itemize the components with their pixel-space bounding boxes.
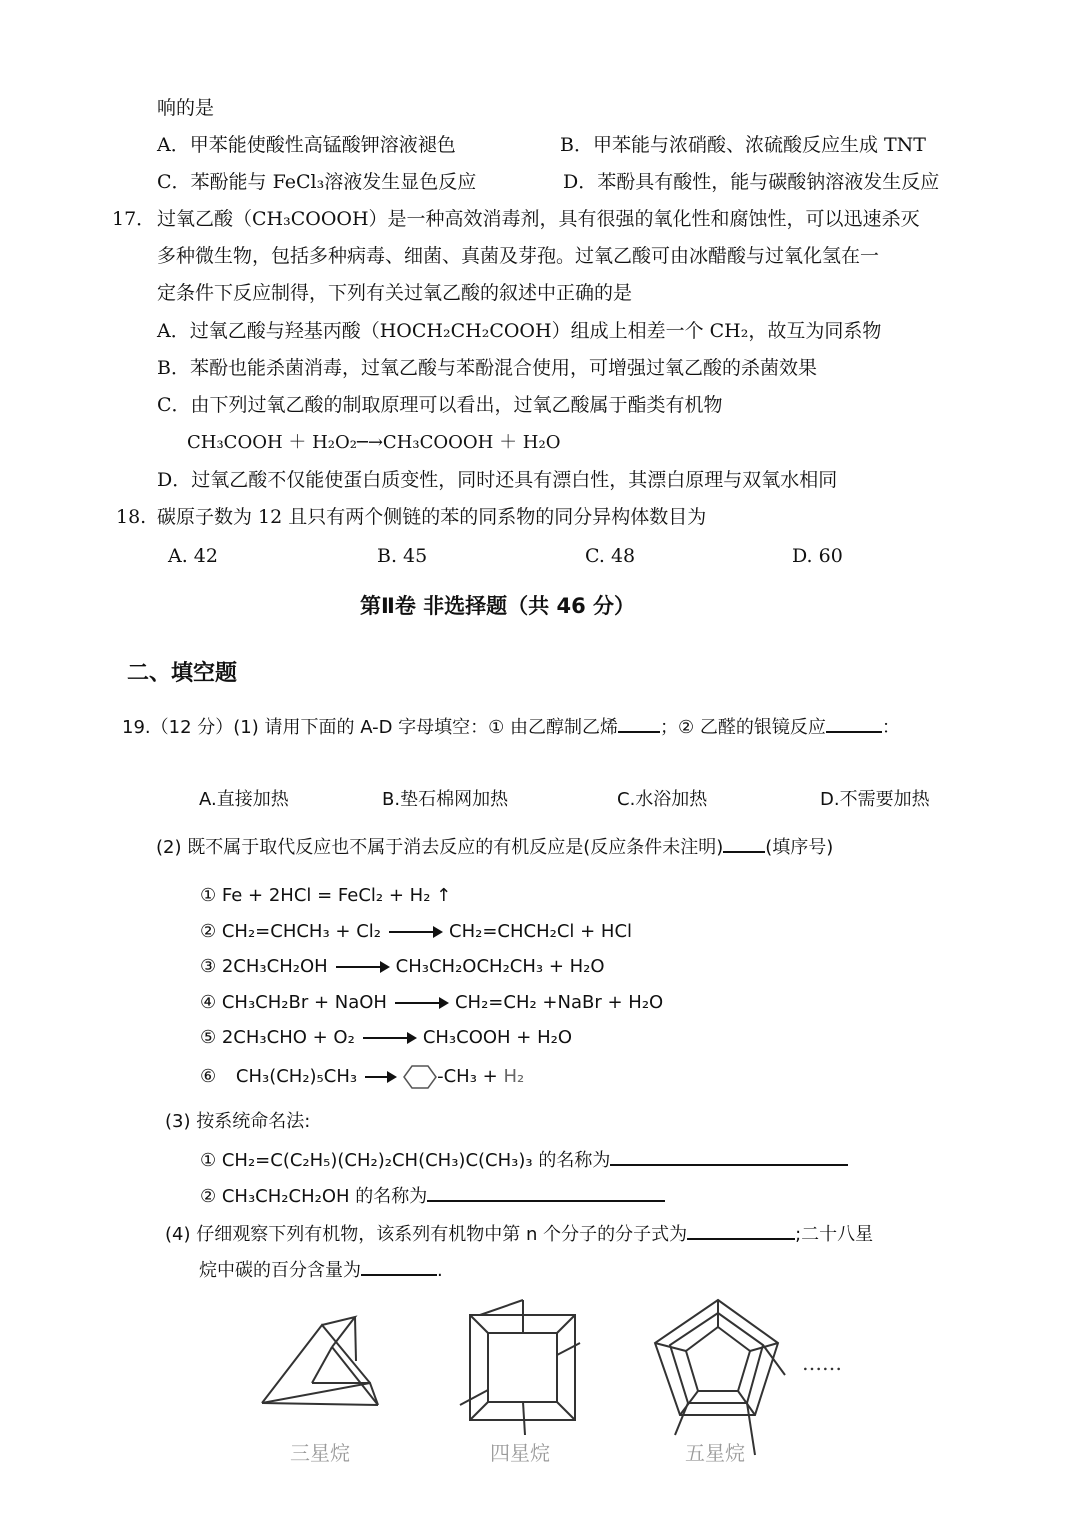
q17-line-1: 过氧乙酸（CH₃COOOH）是一种高效消毒剂，具有很强的氧化性和腐蚀性，可以迅速杀灭 xyxy=(157,208,920,230)
reaction-4 xyxy=(200,991,663,1015)
reaction-2-reactants: ② CH₂=CHCH₃ + Cl₂ xyxy=(200,921,381,942)
q18-option-a: A. 42 xyxy=(168,545,218,567)
reaction-5 xyxy=(200,1026,572,1050)
reaction-3 xyxy=(200,955,605,979)
q19-part4-line-1 xyxy=(165,1220,873,1247)
q19-part4-text-end: ;二十八星 xyxy=(795,1224,874,1245)
heat-option-c: C.水浴加热 xyxy=(617,789,708,810)
figure-label-1: 三星烷 xyxy=(290,1441,350,1465)
naming-2 xyxy=(200,1182,665,1209)
q18-option-b: B. 45 xyxy=(377,545,428,567)
reaction-6 xyxy=(200,1064,524,1090)
heat-option-a: A.直接加热 xyxy=(199,789,289,810)
q18-option-d: D. 60 xyxy=(792,545,843,567)
naming-2-text: ② CH₃CH₂CH₂OH 的名称为 xyxy=(200,1186,428,1207)
q17-line-2: 多种微生物，包括多种病毒、细菌、真菌及芽孢。过氧乙酸可由冰醋酸与过氧化氢在一 xyxy=(157,245,880,267)
arrow-icon xyxy=(389,931,441,933)
answer-blank-1[interactable] xyxy=(618,713,660,733)
penta-star-alkane-figure xyxy=(655,1300,785,1455)
section-fill-in-title: 二、填空题 xyxy=(127,661,238,686)
q17-equation: CH₃COOH ＋ H₂O₂─→CH₃COOOH ＋ H₂O xyxy=(187,432,561,453)
answer-blank-7[interactable] xyxy=(361,1256,437,1276)
cyclohexane-ring-icon xyxy=(403,1064,437,1090)
q16-tail: 响的是 xyxy=(157,97,215,119)
reaction-3-products: CH₃CH₂OCH₂CH₃ + H₂O xyxy=(395,956,605,977)
arrow-icon xyxy=(336,966,388,968)
q18-option-c: C. 48 xyxy=(585,545,636,567)
q19-part1-end: ： xyxy=(881,717,900,738)
q19-part4-line-2 xyxy=(199,1256,443,1283)
reaction-6-reactant: CH₃(CH₂)₅CH₃ xyxy=(235,1066,358,1087)
trishomocubane-figure xyxy=(262,1317,378,1405)
answer-blank-3[interactable] xyxy=(723,833,765,853)
q16-option-a: A．甲苯能使酸性高锰酸钾溶液褪色 xyxy=(157,134,456,156)
answer-blank-6[interactable] xyxy=(687,1220,795,1240)
q19-part4-text-2: 烷中碳的百分含量为 xyxy=(199,1260,361,1281)
q17-line-3: 定条件下反应制得，下列有关过氧乙酸的叙述中正确的是 xyxy=(157,282,633,304)
q19-part3-title: (3) 按系统命名法: xyxy=(165,1111,311,1132)
heat-option-b: B.垫石棉网加热 xyxy=(382,789,509,810)
arrow-icon xyxy=(395,1002,447,1004)
reaction-4-products: CH₂=CH₂ +NaBr + H₂O xyxy=(454,992,664,1013)
q19-part4-period: . xyxy=(437,1260,443,1281)
q18-number: 18. xyxy=(116,506,147,528)
arrow-icon xyxy=(363,1037,415,1039)
q19-part2-text: (2) 既不属于取代反应也不属于消去反应的有机反应是(反应条件未注明) xyxy=(156,837,724,858)
reaction-6-number: ⑥ xyxy=(200,1066,217,1087)
reaction-1: ① Fe + 2HCl = FeCl₂ + H₂ ↑ xyxy=(200,885,452,906)
answer-blank-4[interactable] xyxy=(610,1146,848,1166)
answer-blank-5[interactable] xyxy=(427,1182,665,1202)
part2-title: 第Ⅱ卷 非选择题（共 46 分） xyxy=(360,594,635,618)
q19-part1-text: 19.（12 分）(1) 请用下面的 A-D 字母填空：① 由乙醇制乙烯 xyxy=(122,717,619,738)
q19-part1-line xyxy=(122,713,900,740)
heat-option-d: D.不需要加热 xyxy=(820,789,930,810)
figure-label-3: 五星烷 xyxy=(685,1441,745,1465)
q17-option-b: B．苯酚也能杀菌消毒，过氧乙酸与苯酚混合使用，可增强过氧乙酸的杀菌效果 xyxy=(157,357,817,379)
q16-option-c: C．苯酚能与 FeCl₃溶液发生显色反应 xyxy=(157,171,477,193)
reaction-6-product: -CH₃ + xyxy=(437,1066,504,1087)
reaction-4-reactants: ④ CH₃CH₂Br + NaOH xyxy=(200,992,387,1013)
figure-ellipsis: …… xyxy=(802,1351,842,1375)
reaction-2 xyxy=(200,920,632,944)
q19-part4-text: (4) 仔细观察下列有机物，该系列有机物中第 n 个分子的分子式为 xyxy=(165,1224,688,1245)
q19-part2-line xyxy=(156,833,833,860)
q17-option-a: A．过氧乙酸与羟基丙酸（HOCH₂CH₂COOH）组成上相差一个 CH₂，故互为同系物 xyxy=(157,320,882,342)
q19-part1-mid: ；② 乙醛的银镜反应 xyxy=(660,717,826,738)
answer-blank-2[interactable] xyxy=(826,713,882,733)
arrow-icon xyxy=(365,1076,395,1078)
star-alkane-figures xyxy=(250,1295,870,1475)
naming-1 xyxy=(200,1146,848,1173)
naming-1-text: ① CH₂=C(C₂H₅)(CH₂)₂CH(CH₃)C(CH₃)₃ 的名称为 xyxy=(200,1150,611,1171)
q17-number: 17． xyxy=(112,208,156,230)
reaction-3-reactants: ③ 2CH₃CH₂OH xyxy=(200,956,328,977)
reaction-5-products: CH₃COOH + H₂O xyxy=(422,1027,573,1048)
tetra-star-alkane-figure xyxy=(460,1300,580,1435)
q19-part2-end: (填序号) xyxy=(765,837,834,858)
q17-option-d: D．过氧乙酸不仅能使蛋白质变性，同时还具有漂白性，其漂白原理与双氧水相同 xyxy=(157,469,838,491)
reaction-2-products: CH₂=CHCH₂Cl + HCl xyxy=(449,921,633,942)
q16-option-b: B．甲苯能与浓硝酸、浓硫酸反应生成 TNT xyxy=(560,134,926,156)
q17-option-c: C．由下列过氧乙酸的制取原理可以看出，过氧乙酸属于酯类有机物 xyxy=(157,394,723,416)
figure-label-2: 四星烷 xyxy=(490,1441,550,1465)
reaction-5-reactants: ⑤ 2CH₃CHO + O₂ xyxy=(200,1027,355,1048)
q16-option-d: D．苯酚具有酸性，能与碳酸钠溶液发生反应 xyxy=(563,171,940,193)
reaction-6-hydrogen: H₂ xyxy=(503,1066,525,1087)
q18-text: 碳原子数为 12 且只有两个侧链的苯的同系物的同分异构体数目为 xyxy=(157,506,707,528)
